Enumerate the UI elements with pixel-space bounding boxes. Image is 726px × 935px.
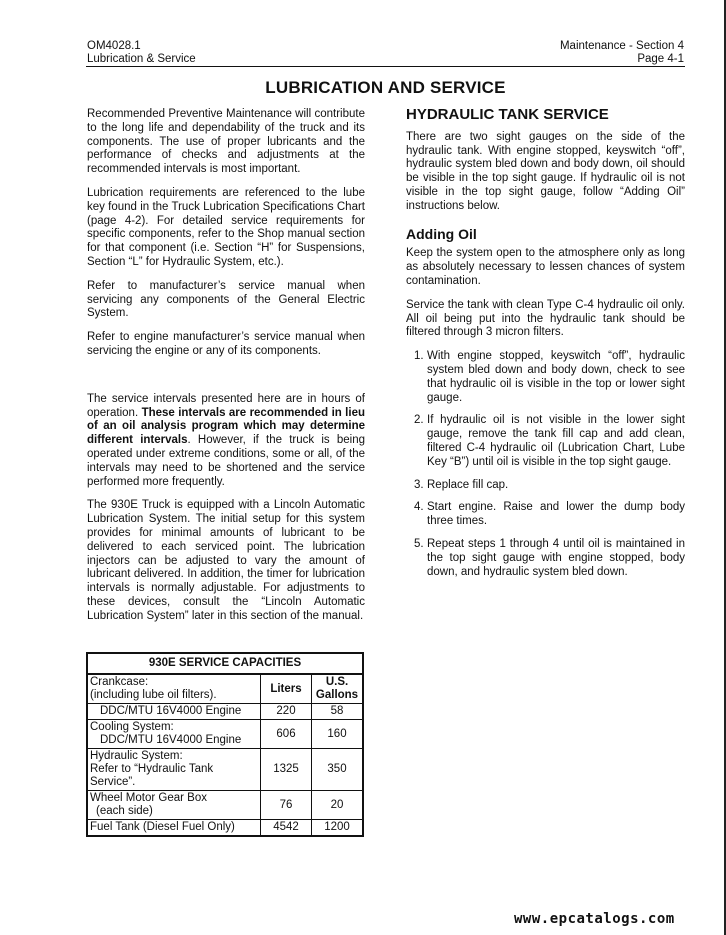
- step-text: If hydraulic oil is not visible in the lower sight gauge, remove the tank fill cap and add clean, filtered C-4 hydraulic oil (Lubrication Chart, Lube Key “B”) until oil is visible in the top sight gauge.: [427, 414, 685, 468]
- step-number: 5.: [414, 537, 424, 550]
- header-left: [87, 40, 196, 66]
- right-column: [406, 108, 685, 588]
- table-cell: [87, 720, 261, 749]
- column-header-liters: Liters: [261, 674, 312, 704]
- paragraph: Refer to manufacturer’s service manual when servicing any components of the General Electric System.: [87, 279, 365, 320]
- table-row: [87, 820, 363, 837]
- doc-section: Lubrication & Service: [87, 53, 196, 65]
- step-number: 1.: [414, 350, 424, 363]
- table-cell: 350: [312, 749, 364, 791]
- page-title: LUBRICATION AND SERVICE: [265, 78, 506, 97]
- table-cell: Fuel Tank (Diesel Fuel Only): [87, 820, 261, 837]
- service-capacities-table: [86, 652, 364, 837]
- cell-line: Refer to “Hydraulic Tank Service”.: [90, 763, 214, 788]
- text-run: The service intervals presented here are in hours of operation.: [87, 392, 365, 419]
- list-item: [406, 479, 685, 493]
- subsection-heading: Adding Oil: [406, 225, 477, 242]
- doc-id: OM4028.1: [87, 40, 141, 52]
- paragraph: There are two sight gauges on the side of the hydraulic tank. With engine stopped, keyswitch “off”, hydraulic system bled down and body down, oil should be visible in the top sight gauge. If hydraulic oil is not visible in the top sight gauge, follow “Adding Oil” instructions below.: [406, 130, 685, 212]
- left-column: [87, 108, 365, 634]
- table-cell: 220: [261, 704, 312, 720]
- cell-line: Wheel Motor Gear Box: [90, 792, 207, 804]
- table-cell: DDC/MTU 16V4000 Engine: [87, 704, 261, 720]
- table-row: [87, 720, 363, 749]
- list-item: [406, 414, 685, 469]
- step-text: Start engine. Raise and lower the dump body three times.: [427, 501, 685, 528]
- paragraph: Lubrication requirements are referenced to the lube key found in the Truck Lubrication Specifications Chart (page 4-2). For detailed service requirements for specific components, refer to the Shop manual section for that component (i.e. Section “H” for Suspensions, Section “L” for Hydraulic System, etc.).: [87, 186, 365, 268]
- cell-line: (each side): [96, 805, 153, 817]
- table-cell: 76: [261, 791, 312, 820]
- paragraph: Keep the system open to the atmosphere only as long as absolutely necessary to lessen chances of system contamination.: [406, 247, 685, 287]
- table-row: [87, 704, 363, 720]
- paragraph-intervals: [87, 393, 365, 490]
- table-cell: [87, 749, 261, 791]
- table-row: [87, 791, 363, 820]
- spacer: [87, 369, 365, 393]
- column-header-gallons: U.S. Gallons: [312, 674, 364, 704]
- step-text: With engine stopped, keyswitch “off”, hydraulic system bled down and body down, check to see that hydraulic oil is visible in the top or lower sight gauge.: [427, 350, 685, 404]
- table-row: [87, 674, 363, 704]
- table-cell: 1325: [261, 749, 312, 791]
- table-cell: 4542: [261, 820, 312, 837]
- cell-line: Crankcase:: [90, 676, 149, 688]
- bold-text: These intervals are recommended in lieu of an oil analysis program which may determine different intervals: [87, 406, 365, 447]
- page-number: Page 4-1: [637, 53, 684, 65]
- paragraph: Service the tank with clean Type C-4 hydraulic oil only. All oil being put into the hydraulic tank should be filtered through 3 micron filters.: [406, 298, 685, 339]
- table-cell: 20: [312, 791, 364, 820]
- cell-line: Cooling System:: [90, 721, 174, 733]
- paragraph: Recommended Preventive Maintenance will contribute to the long life and dependability of the truck and its components. The use of proper lubricants and the performance of checks and adjustments at the recommended intervals is most important.: [87, 108, 365, 176]
- list-item: [406, 350, 685, 405]
- step-text: Repeat steps 1 through 4 until oil is maintained in the top sight gauge with engine stopped, body down, and hydraulic system bled down.: [427, 537, 685, 578]
- table-caption-row: [87, 653, 363, 674]
- list-item: [406, 501, 685, 529]
- chapter-label: Maintenance - Section 4: [559, 40, 684, 52]
- paragraph: Refer to engine manufacturer’s service manual when servicing the engine or any of its components.: [87, 331, 365, 357]
- step-text: Replace fill cap.: [427, 478, 509, 491]
- table-caption: 930E SERVICE CAPACITIES: [87, 653, 363, 674]
- cell-line: Hydraulic System:: [90, 750, 183, 762]
- cell-line: (including lube oil filters).: [90, 689, 217, 701]
- table-cell: 58: [312, 704, 364, 720]
- section-heading: HYDRAULIC TANK SERVICE: [406, 106, 609, 123]
- step-number: 4.: [414, 501, 424, 514]
- step-number: 3.: [414, 478, 424, 491]
- table-cell: [87, 791, 261, 820]
- paragraph: The 930E Truck is equipped with a Lincoln Automatic Lubrication System. The initial setup for this system provides for minimal amounts of lubricant to be delivered to each serviced point. The lubrication injectors can be adjusted to vary the amount of lubricant delivered. In addition, the timer for lubrication intervals is normally adjustable. For adjustments to these devices, consult the “Lincoln Automatic Lubrication System” later in this section of the manual.: [87, 499, 365, 622]
- step-number: 2.: [414, 414, 424, 427]
- list-item: [406, 538, 685, 579]
- table-row: [87, 749, 363, 791]
- cell-line: DDC/MTU 16V4000 Engine: [100, 734, 242, 746]
- header-right: [560, 40, 684, 66]
- steps-list: [406, 350, 685, 579]
- table-cell: 606: [261, 720, 312, 749]
- header-rule: [86, 66, 685, 67]
- text-run: . However, if the truck is being operated under extreme conditions, some or all, of the intervals may need to be shortened and the service performed more frequently.: [87, 434, 365, 488]
- table-cell: 160: [312, 720, 364, 749]
- watermark: www.epcatalogs.com: [514, 911, 675, 927]
- table-cell: [87, 674, 261, 704]
- table-cell: 1200: [312, 820, 364, 837]
